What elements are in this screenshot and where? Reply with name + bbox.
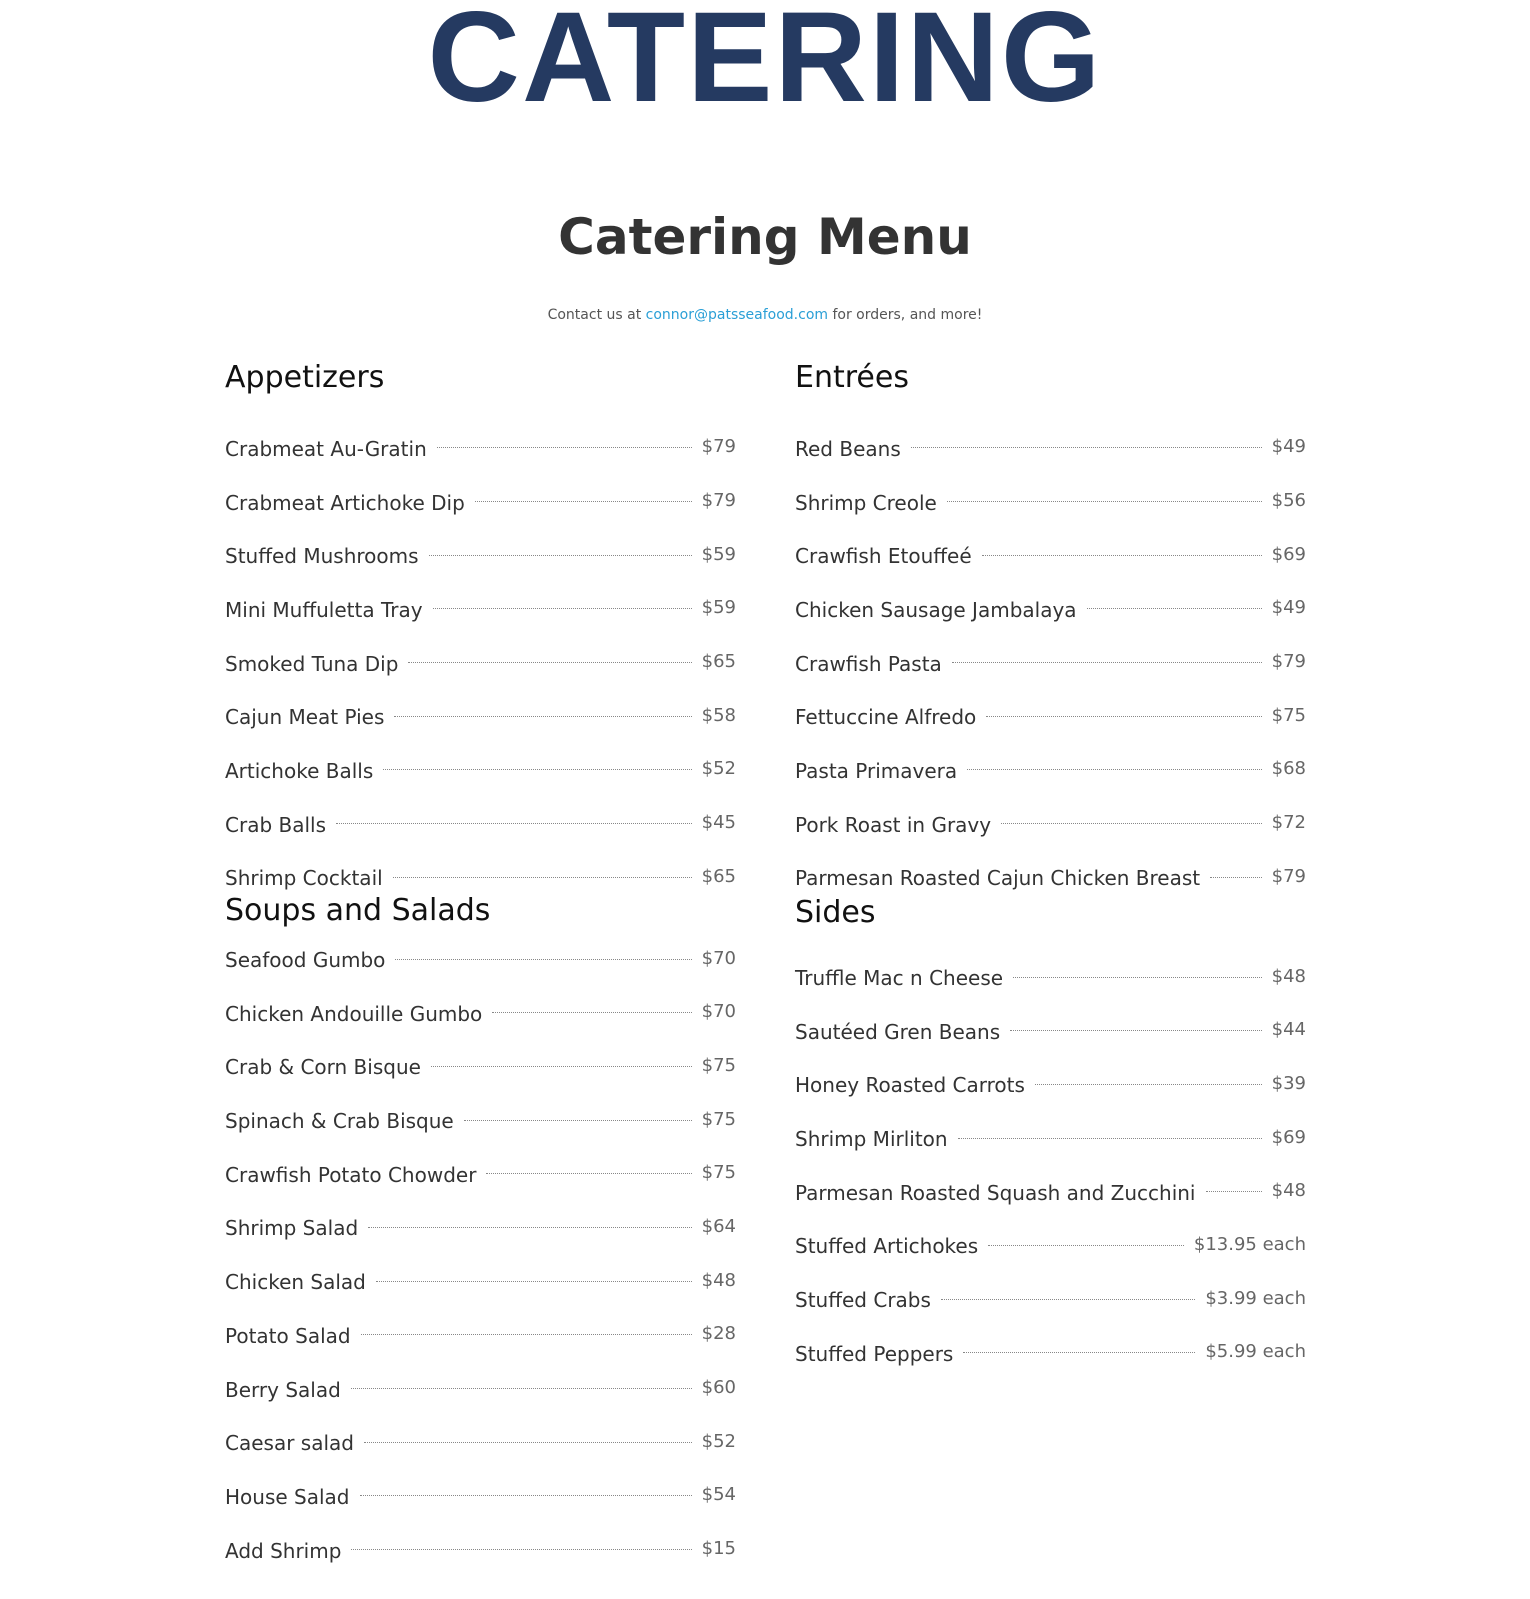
menu-item-name: Crab & Corn Bisque xyxy=(225,1055,421,1080)
menu-item-price: $79 xyxy=(1271,651,1306,673)
menu-item xyxy=(795,951,1306,1005)
dotted-leader xyxy=(433,608,692,609)
menu-item-price: $64 xyxy=(701,1215,736,1237)
dotted-leader xyxy=(486,1173,691,1174)
menu-item-name: Stuffed Peppers xyxy=(795,1341,954,1366)
menu-item-price: $15 xyxy=(701,1538,736,1560)
menu-item-name: Red Beans xyxy=(795,436,901,461)
dotted-leader xyxy=(982,555,1262,556)
menu-item-price: $45 xyxy=(701,812,736,834)
menu-item xyxy=(795,1273,1306,1327)
dotted-leader xyxy=(376,1281,692,1282)
dotted-leader xyxy=(361,1334,692,1335)
dotted-leader xyxy=(1035,1084,1262,1085)
menu-item-name: Chicken Salad xyxy=(225,1270,366,1295)
contact-line xyxy=(0,307,1530,323)
menu-item xyxy=(225,933,736,987)
menu-item-price: $69 xyxy=(1271,1126,1306,1148)
menu-item xyxy=(795,583,1306,637)
menu-item-name: Pork Roast in Gravy xyxy=(795,812,992,837)
menu-item-name: Shrimp Creole xyxy=(795,490,937,515)
dotted-leader xyxy=(492,1012,691,1013)
dotted-leader xyxy=(351,1549,691,1550)
dotted-leader xyxy=(1210,877,1262,878)
menu-item-price: $49 xyxy=(1271,436,1306,458)
menu-item xyxy=(225,1094,736,1148)
menu-item-name: Spinach & Crab Bisque xyxy=(225,1109,454,1134)
menu-item-price: $70 xyxy=(701,1001,736,1023)
dotted-leader xyxy=(952,662,1262,663)
contact-prefix: Contact us at xyxy=(547,307,642,323)
menu-item-price: $68 xyxy=(1271,758,1306,780)
dotted-leader xyxy=(351,1388,692,1389)
dotted-leader xyxy=(394,716,691,717)
menu-item-price: $39 xyxy=(1271,1072,1306,1094)
menu-item-name: Smoked Tuna Dip xyxy=(225,651,399,676)
menu-item-name: Parmesan Roasted Cajun Chicken Breast xyxy=(795,866,1201,891)
menu-item xyxy=(225,1202,736,1256)
dotted-leader xyxy=(963,1352,1195,1353)
dotted-leader xyxy=(431,1066,692,1067)
menu-item xyxy=(795,1166,1306,1220)
menu-item-name: Truffle Mac n Cheese xyxy=(795,966,1004,991)
menu-item-name: Shrimp Mirliton xyxy=(795,1127,948,1152)
section-appetizers xyxy=(225,360,736,905)
page-title: Catering Menu xyxy=(558,207,972,266)
dotted-leader xyxy=(947,501,1262,502)
dotted-leader xyxy=(911,447,1262,448)
menu-item-name: Shrimp Salad xyxy=(225,1216,359,1241)
menu-item-name: Stuffed Artichokes xyxy=(795,1234,979,1259)
menu-item-name: Artichoke Balls xyxy=(225,758,374,783)
menu-item xyxy=(225,1148,736,1202)
section-soups-salads xyxy=(225,893,736,1577)
menu-item xyxy=(225,422,736,476)
section-heading-soups-salads: Soups and Salads xyxy=(225,893,491,929)
menu-item-price: $3.99 each xyxy=(1205,1287,1306,1309)
menu-item xyxy=(225,1309,736,1363)
menu-item-price: $13.95 each xyxy=(1193,1233,1306,1255)
menu-item xyxy=(225,583,736,637)
contact-suffix: for orders, and more! xyxy=(832,307,983,323)
dotted-leader xyxy=(393,877,692,878)
menu-item-name: Pasta Primavera xyxy=(795,758,958,783)
menu-item-price: $44 xyxy=(1271,1019,1306,1041)
menu-item-price: $79 xyxy=(701,436,736,458)
menu-item-name: Crabmeat Artichoke Dip xyxy=(225,490,465,515)
menu-item xyxy=(795,529,1306,583)
dotted-leader xyxy=(429,555,692,556)
menu-item-name: Crawfish Pasta xyxy=(795,651,942,676)
menu-item-price: $48 xyxy=(1271,965,1306,987)
menu-item-price: $75 xyxy=(701,1162,736,1184)
menu-item-name: Seafood Gumbo xyxy=(225,948,386,973)
dotted-leader xyxy=(1013,977,1262,978)
section-entrees xyxy=(795,360,1306,905)
dotted-leader xyxy=(1001,823,1262,824)
menu-item-price: $65 xyxy=(701,651,736,673)
menu-item-name: Honey Roasted Carrots xyxy=(795,1073,1025,1098)
menu-item xyxy=(795,1112,1306,1166)
menu-item xyxy=(225,476,736,530)
menu-item xyxy=(795,744,1306,798)
menu-item-name: Crabmeat Au-Gratin xyxy=(225,436,427,461)
menu-item-price: $75 xyxy=(1271,704,1306,726)
dotted-leader xyxy=(988,1245,1184,1246)
menu-item xyxy=(225,690,736,744)
menu-item xyxy=(225,798,736,852)
menu-item-price: $65 xyxy=(701,865,736,887)
dotted-leader xyxy=(967,769,1262,770)
menu-item xyxy=(225,529,736,583)
menu-item-price: $28 xyxy=(701,1323,736,1345)
menu-item xyxy=(225,1524,736,1578)
section-heading-sides: Sides xyxy=(795,895,876,931)
contact-email-link[interactable]: connor@patsseafood.com xyxy=(645,307,829,323)
menu-item xyxy=(795,1005,1306,1059)
menu-column-right xyxy=(795,360,1306,1381)
menu-item-name: Mini Muffuletta Tray xyxy=(225,597,423,622)
menu-item xyxy=(225,1416,736,1470)
section-heading-entrees: Entrées xyxy=(795,360,909,395)
dotted-leader xyxy=(360,1495,692,1496)
menu-item xyxy=(225,1041,736,1095)
section-sides xyxy=(795,895,1306,1381)
menu-item-name: Add Shrimp xyxy=(225,1538,342,1563)
menu-item-name: Berry Salad xyxy=(225,1377,341,1402)
menu-item xyxy=(225,1470,736,1524)
menu-item-name: Stuffed Mushrooms xyxy=(225,544,419,569)
menu-item-name: Chicken Andouille Gumbo xyxy=(225,1001,483,1026)
menu-list xyxy=(795,951,1306,1381)
menu-item-price: $69 xyxy=(1271,543,1306,565)
menu-item-price: $59 xyxy=(701,597,736,619)
menu-item-name: Chicken Sausage Jambalaya xyxy=(795,597,1077,622)
dotted-leader xyxy=(986,716,1261,717)
dotted-leader xyxy=(1010,1030,1262,1031)
menu-item xyxy=(225,744,736,798)
menu-item-price: $54 xyxy=(701,1484,736,1506)
menu-item-name: Crawfish Potato Chowder xyxy=(225,1162,477,1187)
menu-item-price: $58 xyxy=(701,704,736,726)
menu-item-name: House Salad xyxy=(225,1484,350,1509)
dotted-leader xyxy=(475,501,692,502)
dotted-leader xyxy=(437,447,692,448)
menu-item xyxy=(225,1363,736,1417)
menu-item-name: Sautéed Gren Beans xyxy=(795,1019,1001,1044)
menu-item-price: $75 xyxy=(701,1054,736,1076)
menu-item-price: $79 xyxy=(701,490,736,512)
menu-item xyxy=(795,798,1306,852)
dotted-leader xyxy=(941,1299,1195,1300)
menu-item xyxy=(795,1327,1306,1381)
menu-column-left xyxy=(225,360,736,1577)
catering-hero-title: CATERING xyxy=(427,0,1103,129)
menu-item-name: Caesar salad xyxy=(225,1431,354,1456)
menu-item-price: $75 xyxy=(701,1108,736,1130)
menu-item-price: $49 xyxy=(1271,597,1306,619)
section-heading-appetizers: Appetizers xyxy=(225,360,385,395)
menu-list xyxy=(225,422,736,905)
menu-list xyxy=(795,422,1306,905)
dotted-leader xyxy=(383,769,691,770)
menu-item-price: $70 xyxy=(701,947,736,969)
menu-item-name: Parmesan Roasted Squash and Zucchini xyxy=(795,1180,1196,1205)
dotted-leader xyxy=(395,959,691,960)
menu-item-price: $5.99 each xyxy=(1205,1341,1306,1363)
menu-item-price: $72 xyxy=(1271,812,1306,834)
menu-item-price: $48 xyxy=(701,1269,736,1291)
menu-item-name: Fettuccine Alfredo xyxy=(795,705,977,730)
menu-item-price: $48 xyxy=(1271,1180,1306,1202)
menu-item xyxy=(795,637,1306,691)
menu-item-name: Shrimp Cocktail xyxy=(225,866,383,891)
menu-item-price: $79 xyxy=(1271,865,1306,887)
dotted-leader xyxy=(464,1120,692,1121)
dotted-leader xyxy=(958,1138,1262,1139)
menu-item-name: Stuffed Crabs xyxy=(795,1288,931,1313)
menu-item-price: $59 xyxy=(701,543,736,565)
dotted-leader xyxy=(408,662,691,663)
menu-item xyxy=(795,1220,1306,1274)
menu-item xyxy=(795,476,1306,530)
menu-item xyxy=(225,1255,736,1309)
dotted-leader xyxy=(336,823,692,824)
menu-item xyxy=(795,422,1306,476)
dotted-leader xyxy=(1087,608,1262,609)
menu-item-name: Crab Balls xyxy=(225,812,327,837)
menu-list xyxy=(225,933,736,1577)
menu-item-price: $60 xyxy=(701,1377,736,1399)
menu-item xyxy=(795,690,1306,744)
menu-item-name: Potato Salad xyxy=(225,1323,351,1348)
menu-item xyxy=(225,987,736,1041)
dotted-leader xyxy=(364,1442,692,1443)
menu-item-price: $52 xyxy=(701,1430,736,1452)
dotted-leader xyxy=(368,1227,691,1228)
menu-item xyxy=(225,637,736,691)
menu-item-name: Crawfish Etouffeé xyxy=(795,544,972,569)
menu-item-price: $56 xyxy=(1271,490,1306,512)
menu-item xyxy=(795,1059,1306,1113)
menu-item-name: Cajun Meat Pies xyxy=(225,705,385,730)
dotted-leader xyxy=(1206,1191,1262,1192)
menu-item-price: $52 xyxy=(701,758,736,780)
